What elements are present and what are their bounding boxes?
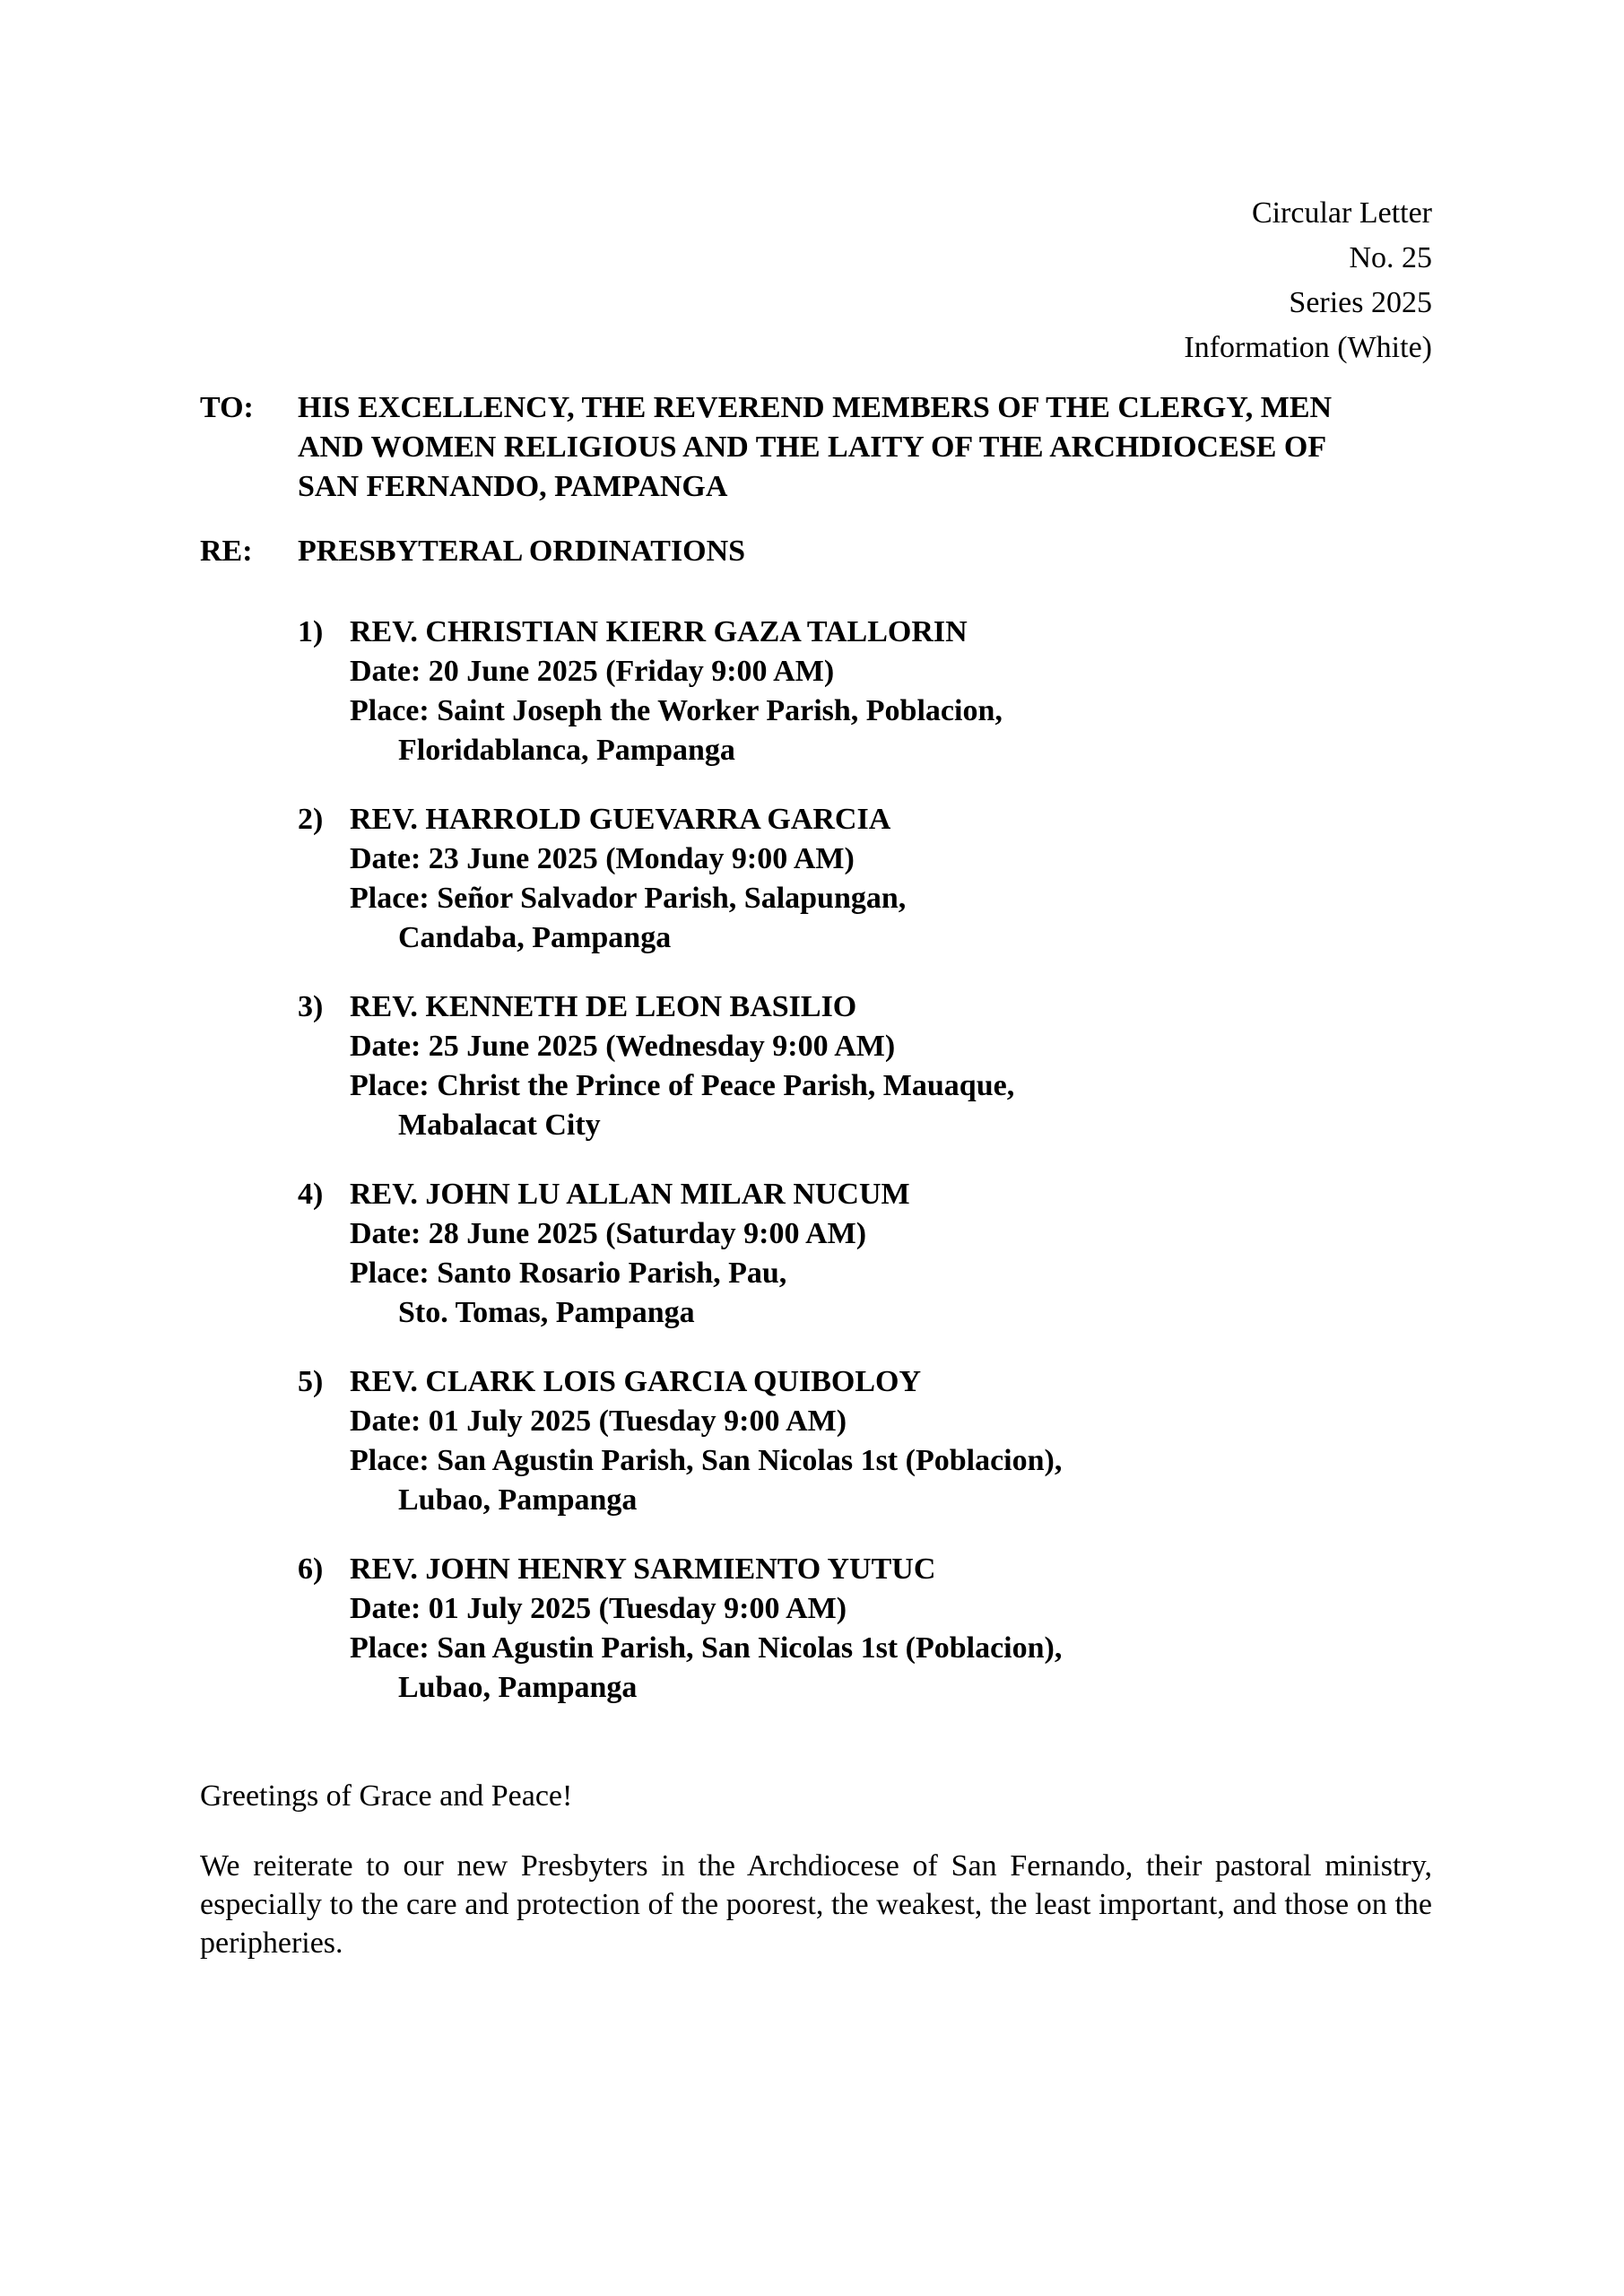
to-label: TO: <box>200 391 254 424</box>
ordination-item-5 <box>298 1362 1432 1520</box>
ordinand-name: REV. JOHN LU ALLAN MILAR NUCUM <box>350 1178 910 1211</box>
to-section <box>200 388 1432 507</box>
ordination-place-continued: Lubao, Pampanga <box>398 1671 638 1704</box>
ordination-item-4 <box>298 1175 1432 1333</box>
item-details <box>350 987 1014 1145</box>
header-line-classification: Information (White) <box>1184 331 1432 364</box>
ordinand-name: REV. HARROLD GUEVARRA GARCIA <box>350 803 891 836</box>
ordinand-name: REV. CLARK LOIS GARCIA QUIBOLOY <box>350 1365 922 1398</box>
header-line-number: No. 25 <box>1349 241 1432 274</box>
item-number: 6) <box>298 1552 324 1586</box>
ordinand-name: REV. JOHN HENRY SARMIENTO YUTUC <box>350 1552 936 1586</box>
item-details <box>350 800 906 958</box>
item-number: 1) <box>298 615 324 648</box>
ordination-date: Date: 23 June 2025 (Monday 9:00 AM) <box>350 842 855 875</box>
item-number: 5) <box>298 1365 324 1398</box>
ordination-item-2 <box>298 800 1432 958</box>
item-details <box>350 1362 1062 1520</box>
ordinand-name: REV. KENNETH DE LEON BASILIO <box>350 990 857 1023</box>
greeting-line: Greetings of Grace and Peace! <box>200 1779 573 1813</box>
closing-paragraph: We reiterate to our new Presbyters in the Archdiocese of San Fernando, their pastoral ministry, especially to the care and protection of the poorest, the weakest, the least important, and those on the peripheries. <box>200 1849 1432 1960</box>
ordination-list <box>200 613 1432 1708</box>
ordination-item-6 <box>298 1550 1432 1708</box>
ordination-date: Date: 01 July 2025 (Tuesday 9:00 AM) <box>350 1405 847 1438</box>
ordination-place: Place: Señor Salvador Parish, Salapungan, <box>350 882 907 915</box>
ordination-place-continued: Mabalacat City <box>398 1109 601 1142</box>
ordination-place-continued: Floridablanca, Pampanga <box>398 734 735 767</box>
item-number: 2) <box>298 803 324 836</box>
ordination-place-continued: Lubao, Pampanga <box>398 1483 638 1517</box>
ordinand-name: REV. CHRISTIAN KIERR GAZA TALLORIN <box>350 615 968 648</box>
ordination-place-continued: Sto. Tomas, Pampanga <box>398 1296 695 1329</box>
to-addressee-line: AND WOMEN RELIGIOUS AND THE LAITY OF THE ARCHDIOCESE OF <box>298 430 1327 464</box>
item-number: 4) <box>298 1178 324 1211</box>
item-details <box>350 1175 910 1333</box>
ordination-date: Date: 01 July 2025 (Tuesday 9:00 AM) <box>350 1592 847 1625</box>
re-label: RE: <box>200 535 253 568</box>
ordination-place: Place: San Agustin Parish, San Nicolas 1st (Poblacion), <box>350 1444 1063 1477</box>
to-addressee-line: SAN FERNANDO, PAMPANGA <box>298 470 728 503</box>
ordination-place: Place: Santo Rosario Parish, Pau, <box>350 1257 787 1290</box>
to-addressee <box>298 388 1332 507</box>
header-line-circular-letter: Circular Letter <box>1251 196 1432 230</box>
ordination-item-1 <box>298 613 1432 770</box>
item-details <box>350 1550 1062 1708</box>
re-subject: PRESBYTERAL ORDINATIONS <box>298 535 746 568</box>
ordination-date: Date: 28 June 2025 (Saturday 9:00 AM) <box>350 1217 867 1250</box>
header-line-series: Series 2025 <box>1289 286 1432 319</box>
to-addressee-line: HIS EXCELLENCY, THE REVEREND MEMBERS OF THE CLERGY, MEN <box>298 391 1333 424</box>
item-number: 3) <box>298 990 324 1023</box>
ordination-place: Place: Saint Joseph the Worker Parish, Poblacion, <box>350 694 1003 727</box>
ordination-item-3 <box>298 987 1432 1145</box>
ordination-date: Date: 25 June 2025 (Wednesday 9:00 AM) <box>350 1030 896 1063</box>
re-section <box>200 532 1432 571</box>
ordination-place-continued: Candaba, Pampanga <box>398 921 672 954</box>
ordination-date: Date: 20 June 2025 (Friday 9:00 AM) <box>350 655 835 688</box>
ordination-place: Place: Christ the Prince of Peace Parish, Mauaque, <box>350 1069 1015 1102</box>
letter-header <box>200 0 1432 370</box>
ordination-place: Place: San Agustin Parish, San Nicolas 1st (Poblacion), <box>350 1631 1063 1665</box>
item-details <box>350 613 1003 770</box>
